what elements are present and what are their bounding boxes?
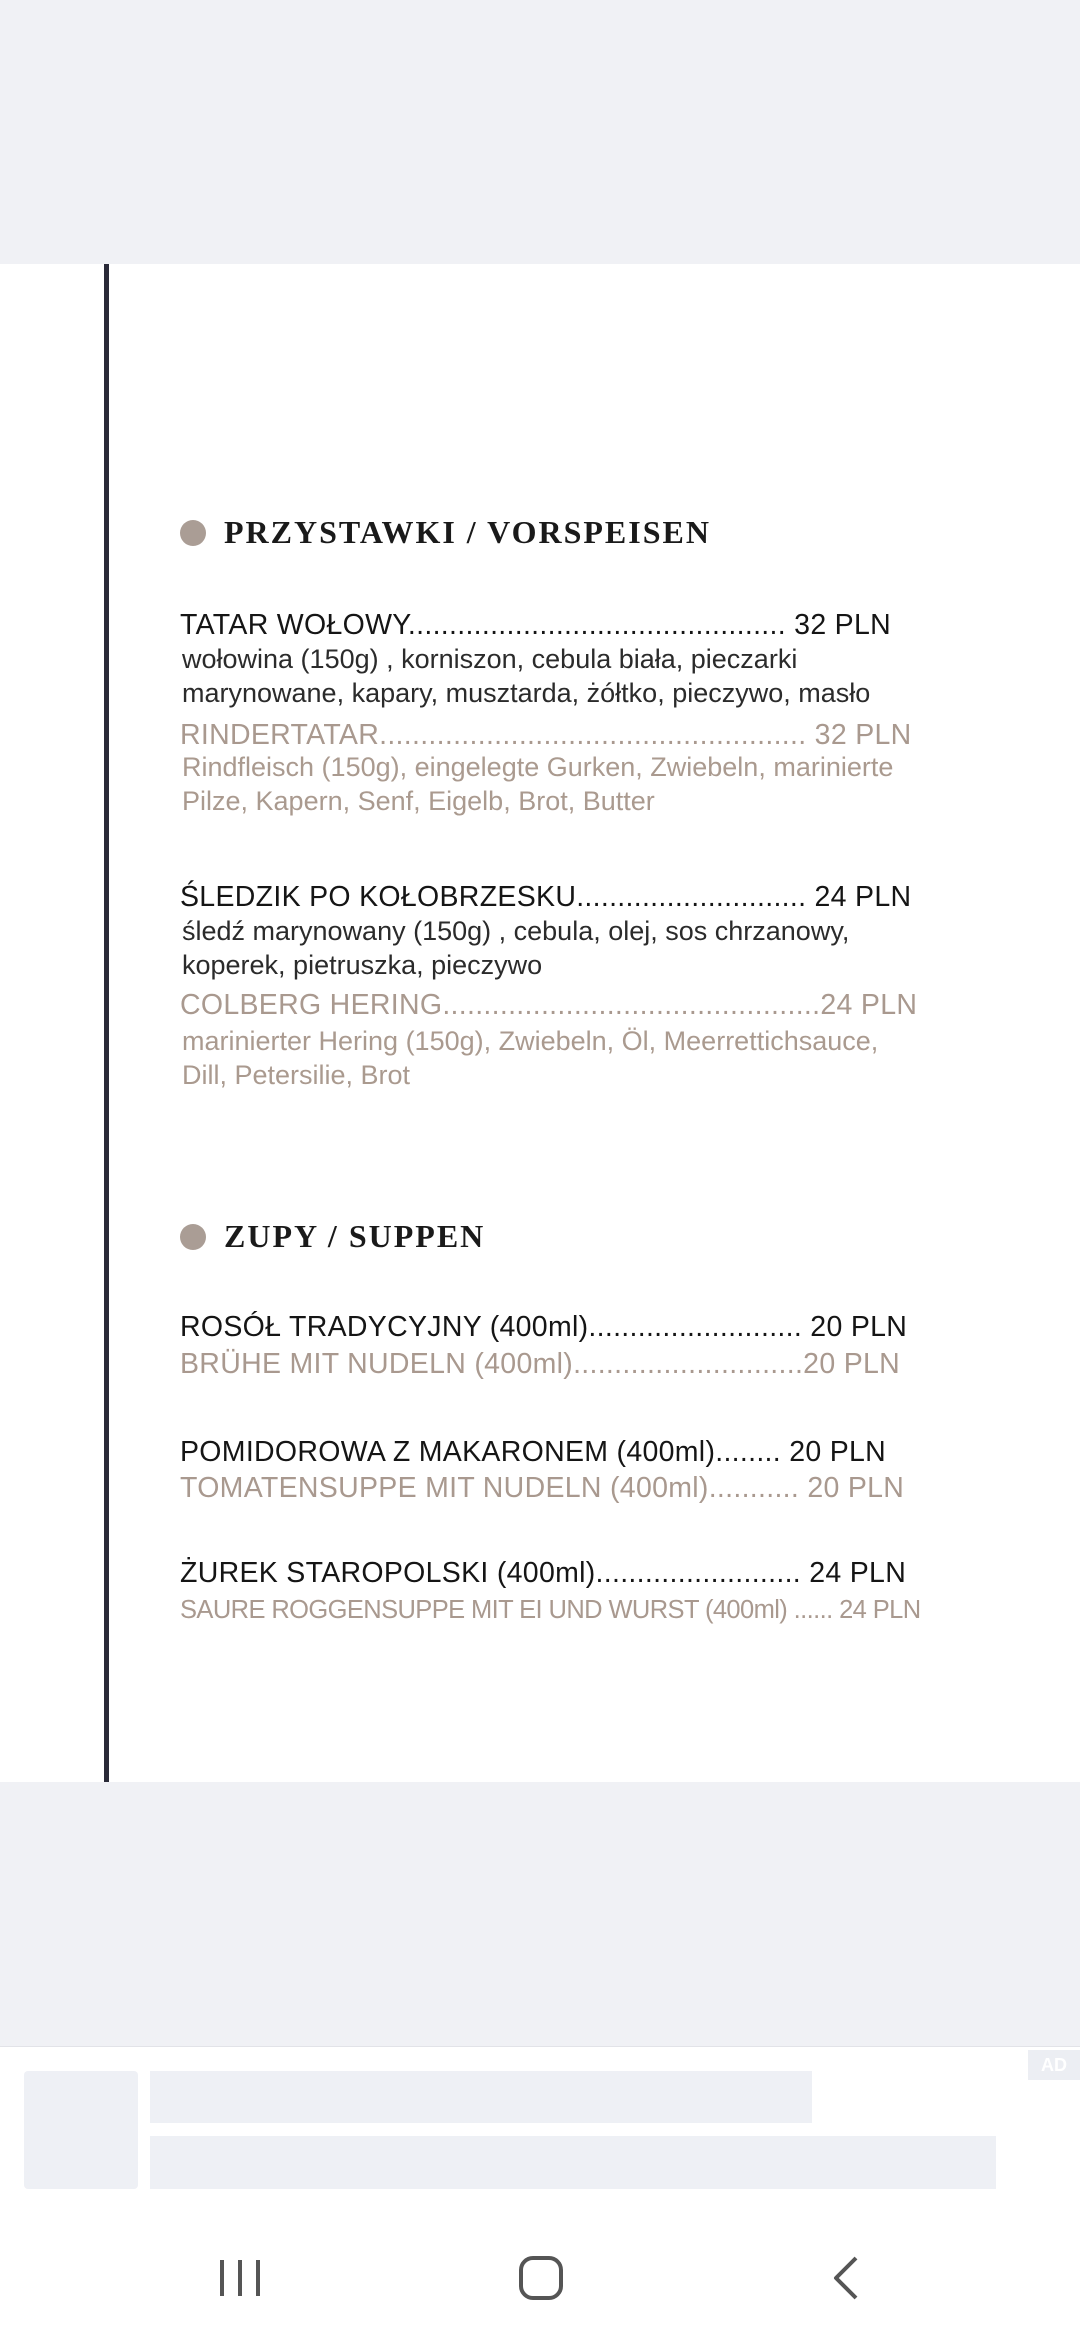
menu-item-pl: ŻUREK STAROPOLSKI (400ml)......................... 24 PLN	[180, 1557, 907, 1589]
menu-item-de: BRÜHE MIT NUDELN (400ml)............................20 PLN	[180, 1348, 901, 1380]
menu-item-desc-pl: śledź marynowany (150g) , cebula, olej, sos chrzanowy, koperek, pietruszka, pieczywo	[182, 916, 850, 980]
section-title: ZUPY / SUPPEN	[224, 1218, 486, 1254]
menu-item-desc-de: Rindfleisch (150g), eingelegte Gurken, Zwiebeln, marinierte Pilze, Kapern, Senf, Eigelb, Brot, Butter	[182, 752, 894, 816]
recent-apps-icon	[217, 2258, 263, 2298]
menu-item-de: COLBERG HERING..............................................24 PLN	[180, 989, 918, 1021]
recent-apps-button[interactable]	[195, 2233, 285, 2323]
system-navigation-bar	[0, 2213, 1080, 2340]
menu-item-pl: ŚLEDZIK PO KOŁOBRZESKU............................ 24 PLN	[180, 881, 912, 913]
menu-item-de: SAURE ROGGENSUPPE MIT EI UND WURST (400ml) ...... 24 PLN	[180, 1596, 921, 1624]
ad-text-placeholder	[150, 2071, 812, 2123]
section-title: PRZYSTAWKI / VORSPEISEN	[224, 514, 711, 550]
home-button[interactable]	[496, 2233, 586, 2323]
section-heading-soups	[180, 1218, 485, 1255]
left-vertical-rule	[104, 264, 109, 1782]
menu-item-desc-de: marinierter Hering (150g), Zwiebeln, Öl, Meerrettichsauce, Dill, Petersilie, Brot	[182, 1026, 879, 1090]
ad-text-placeholder	[150, 2136, 996, 2189]
menu-item-de: RINDERTATAR.................................................... 32 PLN	[180, 719, 912, 751]
back-button[interactable]	[800, 2233, 890, 2323]
menu-item-de: TOMATENSUPPE MIT NUDELN (400ml)........... 20 PLN	[180, 1472, 905, 1504]
bullet-dot-icon	[180, 1224, 206, 1250]
menu-item-desc-pl: wołowina (150g) , korniszon, cebula biała, pieczarki marynowane, kapary, musztarda, żółtko, pieczywo, masło	[182, 644, 871, 708]
home-icon	[518, 2255, 564, 2301]
menu-page	[0, 264, 1080, 1782]
ad-image-placeholder	[24, 2071, 138, 2189]
menu-item-pl: ROSÓŁ TRADYCYJNY (400ml).......................... 20 PLN	[180, 1311, 908, 1343]
section-heading-appetizers	[180, 514, 711, 551]
bullet-dot-icon	[180, 520, 206, 546]
menu-item-pl: POMIDOROWA Z MAKARONEM (400ml)........ 20 PLN	[180, 1436, 887, 1468]
ad-badge: AD	[1028, 2050, 1080, 2080]
menu-item-pl: TATAR WOŁOWY.............................................. 32 PLN	[180, 609, 892, 641]
back-icon	[828, 2255, 862, 2301]
